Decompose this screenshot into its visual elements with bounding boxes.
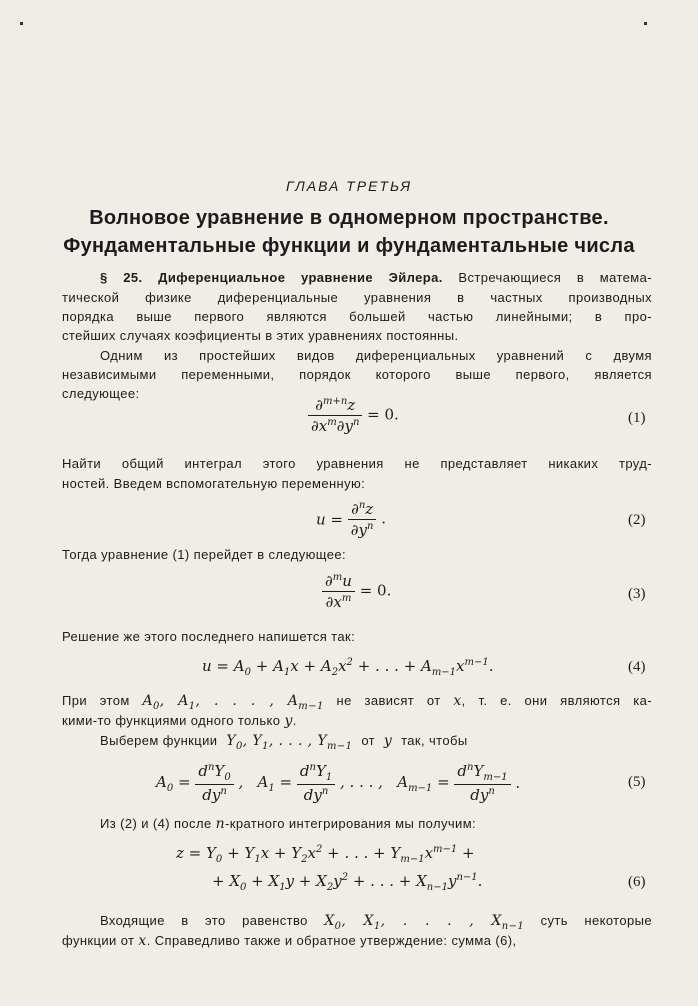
equation-number: (3)	[628, 586, 646, 602]
equation-5: $A_0$ = $\frac{d^nY_0}{dy^n}$ , $A_1$ = $\frac{d^nY_1}{dy^n}$ , . . . , $A_{m-1}$ = $\frac{d^nY_{m-1}}{dy^n}$ .	[156, 762, 521, 804]
paragraph-line: При этом $A_0$, $A_1$, . . . , $A_{m-1}$ не зависят от x, т. е. они являются ка-	[62, 693, 652, 712]
page-speck	[20, 22, 23, 25]
paragraph-line: Входящие в это равенство $X_0$, $X_1$, . . . , $X_{n-1}$ суть некоторые	[100, 913, 653, 932]
chapter-heading: ГЛАВА ТРЕТЬЯ	[286, 178, 412, 194]
paragraph-line: § 25. Диференциальное уравнение Эйлера. Встречающиеся в матема-	[100, 270, 653, 285]
equation-4: $u = A_0 + A_1x + A_2x^2$ + . . . + $A_{m-1}x^{m-1}$.	[202, 657, 494, 678]
equation-1: $\frac{\partial^{m+n}z}{\partial x^m\partial y^n}$ = 0.	[308, 396, 399, 435]
page-speck	[644, 22, 647, 25]
equation-number: (5)	[628, 774, 646, 790]
paragraph-line: стейших случаях коэфициенты в этих уравнениях постоянны.	[62, 328, 459, 343]
paragraph-line: независимыми переменными, порядок которого выше первого, является	[62, 367, 652, 382]
paragraph-line: Выберем функции $Y_0$, $Y_1$, . . . , $Y_{m-1}$ от y так, чтобы	[100, 733, 468, 752]
chapter-title-line-2: Фундаментальные функции и фундаментальные числа	[63, 235, 635, 257]
equation-6-line-2: + $X_0 + X_1y + X_2y^2$ + . . . + $X_{n-1}y^{n-1}$.	[212, 872, 483, 893]
paragraph-line: Решение же этого последнего напишется так:	[62, 629, 356, 644]
paragraph-line: тической физике диференциальные уравнения в частных производных	[62, 290, 652, 305]
equation-number: (4)	[628, 659, 646, 675]
paragraph-line: кими-то функциями одного только y.	[62, 713, 297, 729]
equation-3: $\frac{\partial^mu}{\partial x^m}$ = 0.	[322, 572, 391, 611]
equation-2: u = $\frac{\partial^nz}{\partial y^n}$ .	[316, 500, 387, 539]
paragraph-line: ностей. Введем вспомогательную переменную:	[62, 476, 366, 491]
equation-number: (1)	[628, 410, 646, 426]
paragraph-line: порядка выше первого являются большей частью линейными; в про-	[62, 309, 652, 324]
equation-number: (2)	[628, 512, 646, 528]
paragraph-line: функции от x. Справедливо также и обратное утверждение: сумма (6),	[62, 933, 517, 949]
paragraph-line: Найти общий интеграл этого уравнения не представляет никаких труд-	[62, 456, 652, 471]
paragraph-line: Тогда уравнение (1) перейдет в следующее:	[62, 547, 346, 562]
paragraph-line: Одним из простейших видов диференциальных уравнений с двумя	[100, 348, 652, 363]
paragraph-line: Из (2) и (4) после n-кратного интегрирования мы получим:	[100, 816, 477, 832]
section-heading: § 25. Диференциальное уравнение Эйлера.	[100, 270, 443, 285]
equation-number: (6)	[628, 874, 646, 890]
chapter-title-line-1: Волновое уравнение в одномерном пространстве.	[89, 207, 609, 229]
equation-6-line-1: $z = Y_0 + Y_1x + Y_2x^2$ + . . . + $Y_{m-1}x^{m-1}$ +	[176, 844, 475, 865]
paragraph-line: следующее:	[62, 386, 140, 401]
